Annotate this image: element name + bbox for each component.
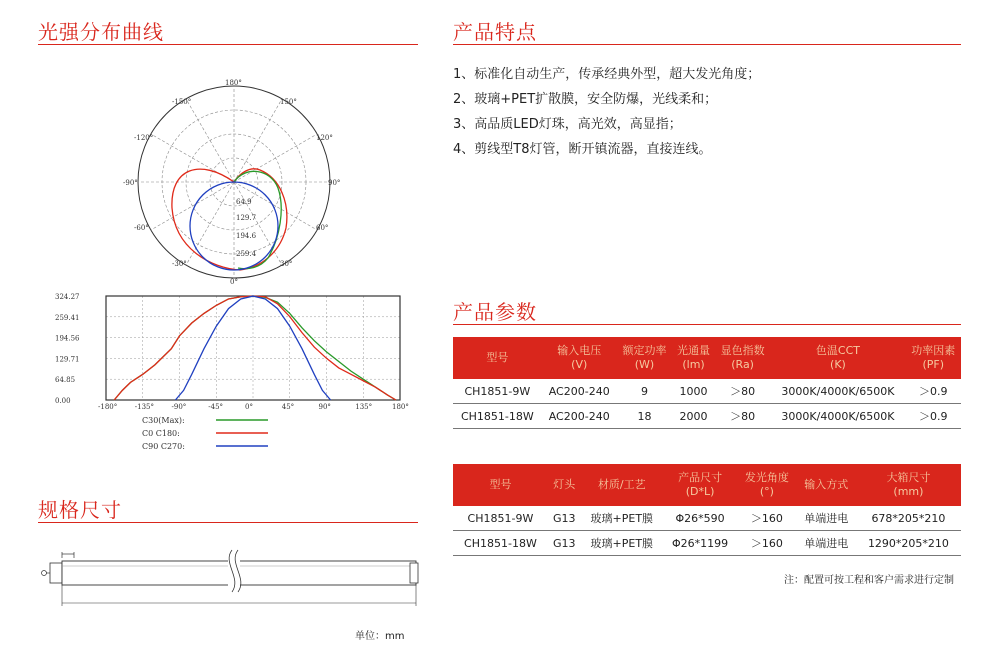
x-tick-label: 90° [318, 403, 331, 411]
table-header: 输入方式 [797, 464, 856, 506]
y-tick-label: 194.56 [55, 334, 80, 343]
table-cell: 678*205*210 [856, 506, 961, 531]
polar-label: -60° [134, 224, 149, 232]
table-cell: 2000 [672, 404, 715, 429]
customization-note: 注：配置可按工程和客户需求进行定制 [784, 575, 954, 586]
table-header: 型号 [453, 464, 548, 506]
table-cell: 1290*205*210 [856, 531, 961, 556]
table-cell: 单端进电 [797, 531, 856, 556]
table-cell: 玻璃+PET膜 [581, 531, 663, 556]
y-tick-label: 0.00 [55, 397, 71, 405]
polar-ring-label: 194.6 [236, 232, 257, 240]
table-header: 光通量 (lm) [672, 337, 715, 379]
table-cell: ＞160 [737, 506, 796, 531]
polar-label: -30° [172, 260, 187, 268]
table-cell: 3000K/4000K/6500K [770, 379, 905, 404]
table-cell: 玻璃+PET膜 [581, 506, 663, 531]
polar-label: 60° [316, 224, 329, 232]
end-cap-left [50, 563, 62, 583]
polar-ring-label: 129.7 [236, 214, 257, 222]
x-tick-label: -45° [208, 403, 224, 411]
table-cell: ＞80 [715, 379, 770, 404]
polar-label: 180° [225, 79, 242, 87]
x-tick-label: 135° [355, 403, 373, 411]
feature-item: 1、标准化自动生产，传承经典外型，超大发光角度； [453, 67, 761, 82]
polar-label: 0° [230, 278, 238, 286]
polar-label: 30° [280, 260, 293, 268]
table-cell: 9 [617, 379, 672, 404]
table-header: 大箱尺寸 (mm) [856, 464, 961, 506]
pin-icon [42, 571, 47, 576]
x-tick-label: -180° [98, 403, 118, 411]
table-header: 输入电压 (V) [542, 337, 617, 379]
table-cell: Φ26*590 [663, 506, 737, 531]
polar-label: 150° [280, 98, 297, 106]
features-rule [453, 44, 961, 45]
table-header-row [453, 464, 961, 506]
x-tick-label: -135° [134, 403, 154, 411]
chart-grid [106, 296, 400, 400]
table-cell: 1000 [672, 379, 715, 404]
table-header: 发光角度 (°) [737, 464, 796, 506]
x-tick-label: 180° [392, 403, 409, 411]
table-header-row [453, 337, 961, 379]
dimensions-table [453, 464, 961, 556]
legend-label: C30(Max): [142, 416, 185, 425]
polar-diagram [123, 78, 341, 288]
table-row [453, 531, 961, 556]
dimensions-rule [38, 522, 418, 523]
table-cell: 单端进电 [797, 506, 856, 531]
features-title: 产品特点 [453, 20, 537, 44]
polar-spoke [234, 134, 317, 182]
table-cell: ＞80 [715, 404, 770, 429]
table-row [453, 506, 961, 531]
chart-legend [142, 416, 268, 451]
polar-ring-label: 64.9 [236, 198, 252, 206]
y-tick-label: 64.85 [55, 376, 76, 385]
table-header: 产品尺寸 (D*L) [663, 464, 737, 506]
table-cell: G13 [548, 506, 581, 531]
table-cell: Φ26*1199 [663, 531, 737, 556]
legend-label: C0 C180: [142, 429, 180, 438]
table-cell: AC200-240 [542, 404, 617, 429]
table-cell: ＞0.9 [906, 379, 961, 404]
polar-label: 90° [328, 179, 341, 187]
series-line [114, 296, 396, 400]
y-tick-label: 259.41 [55, 313, 80, 322]
polar-curve-c90 [190, 182, 278, 270]
params-rule [453, 324, 961, 325]
table-header: 灯头 [548, 464, 581, 506]
polar-label: -120° [134, 134, 154, 142]
light-curve-title: 光强分布曲线 [38, 20, 164, 44]
table-header: 显色指数 (Ra) [715, 337, 770, 379]
params-table [453, 337, 961, 429]
x-tick-label: 45° [281, 403, 295, 411]
feature-item: 2、玻璃+PET扩散膜，安全防爆，光线柔和； [453, 92, 718, 107]
chart-y-ticks [55, 293, 80, 405]
table-row [453, 404, 961, 429]
table-cell: AC200-240 [542, 379, 617, 404]
table-header: 材质/工艺 [581, 464, 663, 506]
feature-item: 3、高品质LED灯珠，高光效，高显指； [453, 117, 682, 132]
table-header: 功率因素 (PF) [906, 337, 961, 379]
table-cell: ＞0.9 [906, 404, 961, 429]
chart-series [114, 296, 396, 400]
light-curve-rule [38, 44, 418, 45]
y-tick-label: 324.27 [55, 293, 80, 301]
y-tick-label: 129.71 [55, 355, 80, 364]
features-list [453, 62, 760, 162]
table-cell: 3000K/4000K/6500K [770, 404, 905, 429]
table-cell: CH1851-18W [453, 404, 542, 429]
table-header: 型号 [453, 337, 542, 379]
cartesian-chart [40, 290, 420, 465]
params-title: 产品参数 [453, 300, 537, 324]
table-header: 色温CCT (K) [770, 337, 905, 379]
table-cell: ＞160 [737, 531, 796, 556]
unit-label: 单位：mm [355, 631, 405, 642]
polar-ring-label: 259.4 [236, 250, 257, 258]
table-cell: CH1851-9W [453, 506, 548, 531]
table-cell: CH1851-9W [453, 379, 542, 404]
polar-spoke [186, 182, 234, 265]
x-tick-label: -90° [171, 403, 187, 411]
table-row [453, 379, 961, 404]
table-cell: CH1851-18W [453, 531, 548, 556]
chart-x-ticks [98, 403, 409, 411]
table-cell: G13 [548, 531, 581, 556]
table-header: 额定功率 (W) [617, 337, 672, 379]
legend-label: C90 C270: [142, 442, 185, 451]
table-cell: 18 [617, 404, 672, 429]
polar-spoke [234, 182, 317, 230]
polar-label: -90° [123, 179, 138, 187]
tube-drawing [36, 548, 431, 618]
end-cap-right [410, 563, 418, 583]
dimensions-title: 规格尺寸 [38, 498, 122, 522]
polar-label: -150° [172, 98, 192, 106]
series-line [114, 296, 396, 400]
polar-spoke [151, 182, 234, 230]
feature-item: 4、剪线型T8灯管，断开镇流器，直接连线。 [453, 142, 712, 157]
x-tick-label: 0° [245, 403, 253, 411]
polar-label: 120° [316, 134, 333, 142]
